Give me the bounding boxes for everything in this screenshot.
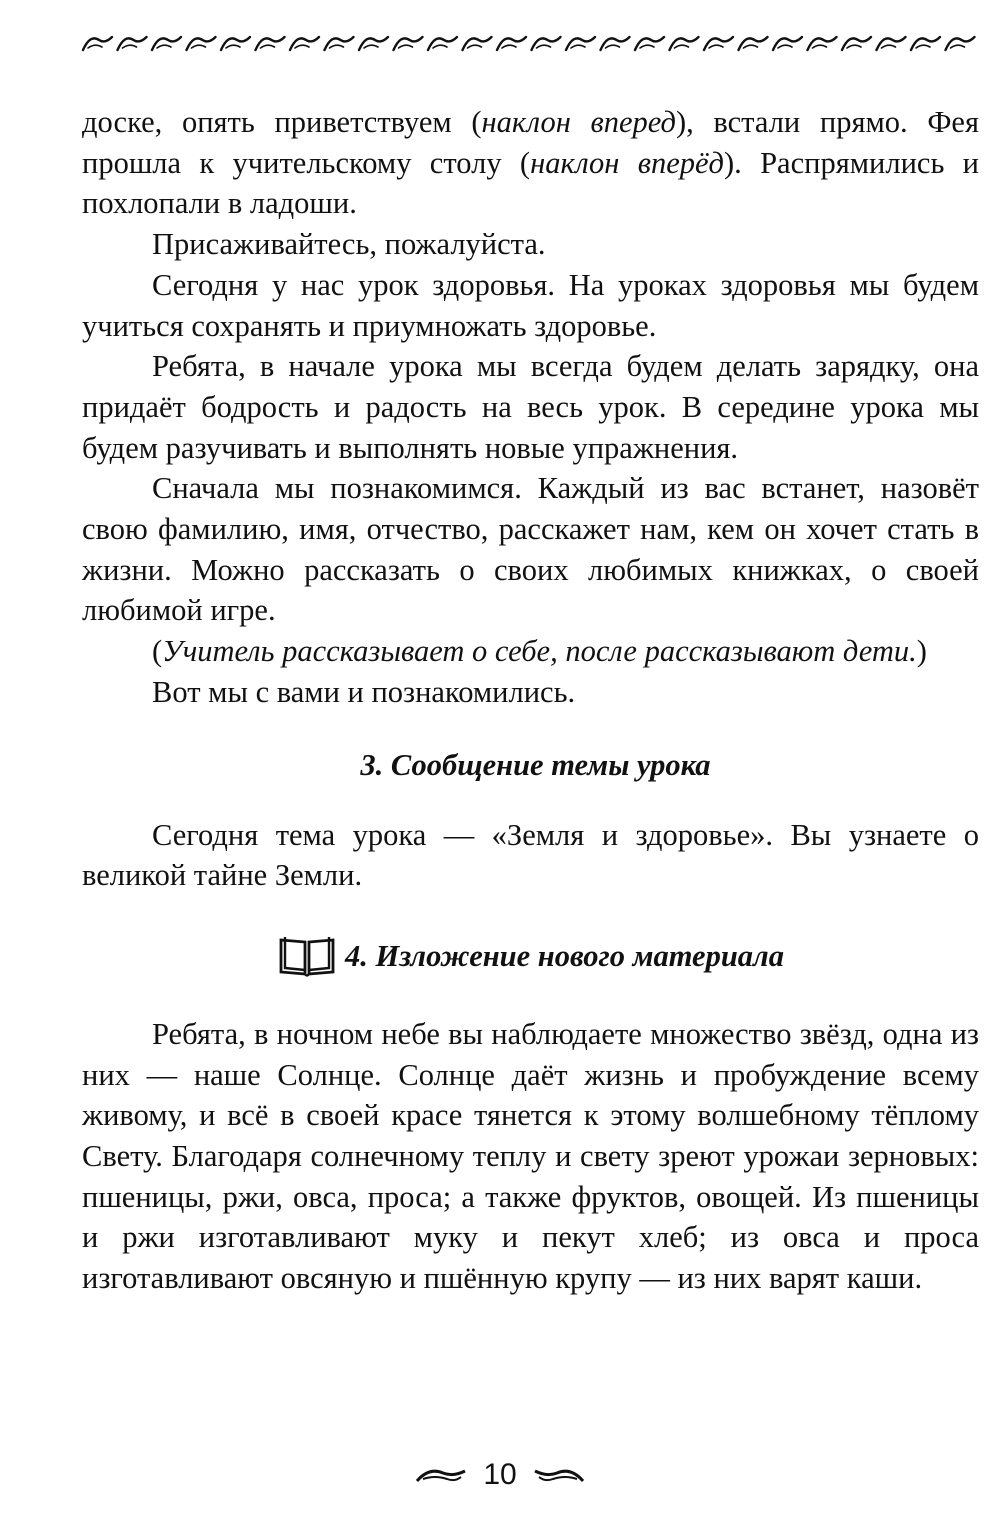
ornament-curl	[847, 45, 861, 48]
page-footer	[0, 1455, 1000, 1495]
ornament-curl	[571, 45, 585, 48]
open-book-icon	[277, 934, 337, 978]
text-run: доске, опять приветствуем (	[82, 105, 482, 139]
section-4-heading: 4. Изложение нового материала	[345, 938, 784, 973]
ornament-curl	[916, 45, 930, 48]
italic-run: Учитель рассказывает о себе, после рассказывают дети.	[162, 634, 917, 669]
paren-open: (	[152, 634, 163, 669]
ornament-curl	[364, 45, 378, 48]
section-4-text: Ребята, в ночном небе вы наблюдаете множество звёзд, одна из них — наше Солнце. Солнце даёт жизнь и пробуждение всему живому, и всё в своей красе тянется к этому волшебному тёплому Свету. Благодаря солнечному теплу и свету зреют урожаи зерновых: пшеницы, ржи, овса, проса; а также фруктов, овощей. Из пшеницы и ржи изготавливают муку и пекут хлеб; из овса и проса изготавливают овсяную и пшённую крупу — из них варят каши.	[82, 1016, 979, 1296]
paragraph-6	[82, 631, 979, 672]
ornament-curl	[295, 45, 309, 48]
ornament-curl	[778, 45, 792, 48]
ornament-curl	[709, 45, 723, 48]
ornament-curl	[192, 45, 206, 48]
ornament-curl	[399, 45, 413, 48]
ornament-curl	[157, 45, 171, 48]
page-content	[82, 102, 979, 1299]
text-run: ), встали прямо. Фея прошла к учительскому столу (	[82, 105, 979, 180]
text-run: ). Распрямились и похлопали в ладоши.	[82, 145, 980, 221]
ornament-curl	[744, 45, 758, 48]
paragraph-3: Сегодня у нас урок здоровья. На уроках здоровья мы будем учиться сохранять и приумножать здоровье.	[82, 267, 979, 343]
paragraph-1	[82, 102, 979, 224]
ornament-curl	[502, 45, 516, 48]
ornament-curl	[675, 45, 689, 48]
paren-close: )	[916, 634, 927, 669]
ornament-curl	[330, 45, 344, 48]
right-swash-icon	[531, 1465, 587, 1485]
section-3-text: Сегодня тема урока — «Земля и здоровье». Вы узнаете о великой тайне Земли.	[82, 817, 979, 893]
ornament-curl	[882, 45, 896, 48]
ornament-curl	[88, 45, 102, 48]
ornament-curl	[606, 45, 620, 48]
ornament-curl	[433, 45, 447, 48]
italic-run: наклон вперед	[481, 105, 676, 139]
ornament-curl	[468, 45, 482, 48]
ornament-curl	[640, 45, 654, 48]
header-ornament	[80, 28, 980, 60]
ornament-curl	[813, 45, 827, 48]
section-4-heading-row	[82, 934, 979, 978]
italic-run: наклон вперёд	[530, 145, 724, 180]
ornament-curl	[226, 45, 240, 48]
page-number: 10	[483, 1458, 517, 1491]
section-3-heading: 3. Сообщение темы урока	[360, 747, 711, 782]
ornament-curl	[537, 45, 551, 48]
left-swash-icon	[413, 1465, 469, 1485]
paragraph-2: Присаживайтесь, пожалуйста.	[152, 227, 546, 262]
paragraph-5: Сначала мы познакомимся. Каждый из вас встанет, назовёт свою фамилию, имя, отчество, расскажет нам, кем он хочет стать в жизни. Можно рассказать о своих любимых книжках, о своей любимой игре.	[82, 471, 979, 628]
paragraph-4: Ребята, в начале урока мы всегда будем делать зарядку, она придаёт бодрость и радость на весь урок. В середине урока мы будем разучивать и выполнять новые упражнения.	[82, 349, 979, 465]
ornament-curl	[951, 45, 965, 48]
paragraph-7: Вот мы с вами и познакомились.	[152, 674, 576, 709]
ornament-curl	[123, 45, 137, 48]
ornament-curl	[261, 45, 275, 48]
